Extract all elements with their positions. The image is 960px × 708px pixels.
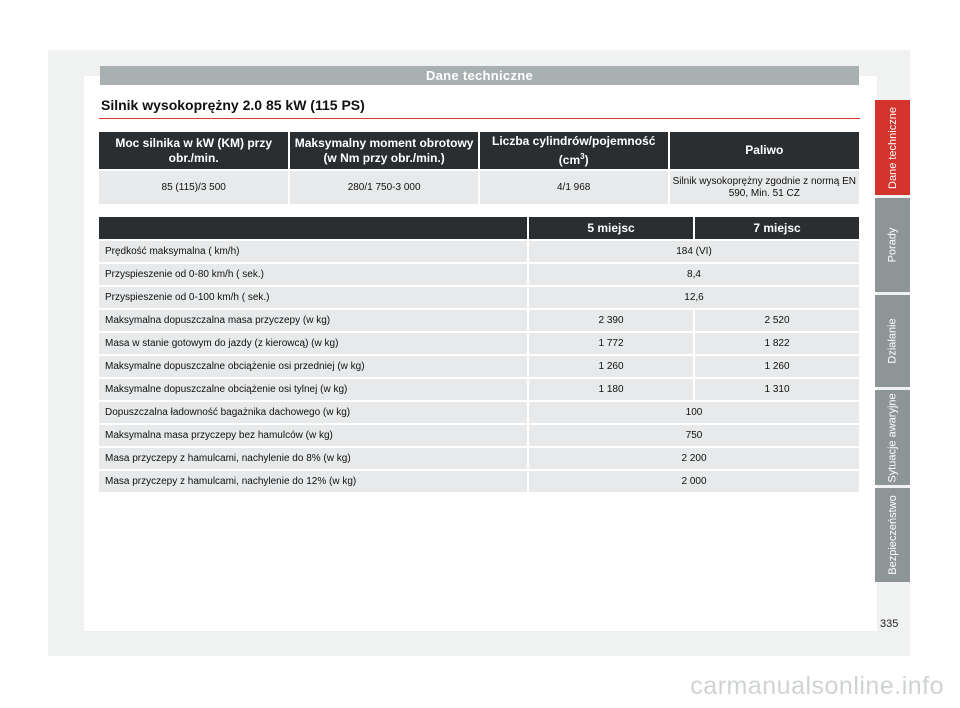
page-title: Silnik wysokoprężny 2.0 85 kW (115 PS) bbox=[101, 97, 365, 113]
row-value-7-seats: 1 260 bbox=[695, 356, 859, 377]
row-value-5-seats: 1 180 bbox=[529, 379, 693, 400]
performance-table bbox=[97, 215, 861, 494]
row-label: Dopuszczalna ładowność bagażnika dachowego (w kg) bbox=[99, 402, 527, 423]
row-label: Prędkość maksymalna ( km/h) bbox=[99, 241, 527, 262]
row-value-5-seats: 1 260 bbox=[529, 356, 693, 377]
header-cylinders bbox=[480, 132, 668, 169]
side-tab-label: Sytuacje awaryjne bbox=[886, 392, 899, 483]
row-label: Przyspieszenie od 0-100 km/h ( sek.) bbox=[99, 287, 527, 308]
header-torque: Maksymalny moment obrotowy (w Nm przy obr./min.) bbox=[290, 132, 477, 169]
row-value-shared: 8,4 bbox=[529, 264, 859, 285]
header-cylinders-unit: (cm bbox=[558, 152, 581, 167]
performance-row bbox=[99, 425, 859, 446]
row-value-7-seats: 1 822 bbox=[695, 333, 859, 354]
row-value-7-seats: 2 520 bbox=[695, 310, 859, 331]
performance-row bbox=[99, 471, 859, 492]
header-power: Moc silnika w kW (KM) przy obr./min. bbox=[99, 132, 288, 169]
side-tab-label: Porady bbox=[886, 227, 899, 263]
side-tab-porady[interactable] bbox=[875, 198, 910, 292]
row-label: Maksymalne dopuszczalne obciążenie osi przedniej (w kg) bbox=[99, 356, 527, 377]
page-number: 335 bbox=[880, 618, 899, 630]
engine-header-row bbox=[99, 132, 859, 169]
row-value-shared: 2 000 bbox=[529, 471, 859, 492]
header-empty bbox=[99, 217, 527, 239]
row-label: Masa w stanie gotowym do jazdy (z kierowcą) (w kg) bbox=[99, 333, 527, 354]
row-label: Przyspieszenie od 0-80 km/h ( sek.) bbox=[99, 264, 527, 285]
header-cylinders-sup: 3 bbox=[580, 151, 585, 161]
performance-header-row bbox=[99, 217, 859, 239]
header-fuel: Paliwo bbox=[670, 132, 859, 169]
header-cylinders-close: ) bbox=[584, 152, 589, 167]
side-tab-sytuacje-awaryjne[interactable] bbox=[875, 390, 910, 485]
side-tab-label: Działanie bbox=[886, 318, 899, 364]
row-value-shared: 100 bbox=[529, 402, 859, 423]
side-tab-bezpieczenstwo[interactable] bbox=[875, 488, 910, 582]
row-label: Maksymalne dopuszczalne obciążenie osi tylnej (w kg) bbox=[99, 379, 527, 400]
side-tab-dzialanie[interactable] bbox=[875, 295, 910, 387]
row-label: Maksymalna dopuszczalna masa przyczepy (w kg) bbox=[99, 310, 527, 331]
engine-data-row bbox=[99, 171, 859, 204]
performance-row bbox=[99, 241, 859, 262]
row-value-shared: 750 bbox=[529, 425, 859, 446]
row-value-shared: 184 (VI) bbox=[529, 241, 859, 262]
header-5-seats: 5 miejsc bbox=[529, 217, 693, 239]
cell-fuel: Silnik wysokoprężny zgodnie z normą EN 590, Min. 51 CZ bbox=[670, 171, 859, 204]
performance-row bbox=[99, 379, 859, 400]
row-value-shared: 12,6 bbox=[529, 287, 859, 308]
row-label: Maksymalna masa przyczepy bez hamulców (w kg) bbox=[99, 425, 527, 446]
section-header-bar: Dane techniczne bbox=[100, 66, 859, 85]
cell-torque: 280/1 750-3 000 bbox=[290, 171, 477, 204]
row-label: Masa przyczepy z hamulcami, nachylenie do 12% (w kg) bbox=[99, 471, 527, 492]
side-tab-dane-techniczne[interactable] bbox=[875, 100, 910, 195]
performance-row bbox=[99, 333, 859, 354]
watermark: carmanualsonline.info bbox=[690, 672, 944, 700]
header-7-seats: 7 miejsc bbox=[695, 217, 859, 239]
performance-row bbox=[99, 448, 859, 469]
header-cylinders-main: Liczba cylindrów/pojemność bbox=[492, 133, 656, 148]
performance-row bbox=[99, 356, 859, 377]
row-value-5-seats: 2 390 bbox=[529, 310, 693, 331]
row-value-shared: 2 200 bbox=[529, 448, 859, 469]
performance-row bbox=[99, 402, 859, 423]
cell-power: 85 (115)/3 500 bbox=[99, 171, 288, 204]
row-value-5-seats: 1 772 bbox=[529, 333, 693, 354]
performance-row bbox=[99, 310, 859, 331]
title-divider bbox=[99, 118, 860, 119]
performance-row bbox=[99, 287, 859, 308]
side-tab-label: Dane techniczne bbox=[886, 106, 899, 189]
cell-cylinders: 4/1 968 bbox=[480, 171, 668, 204]
performance-row bbox=[99, 264, 859, 285]
engine-spec-table bbox=[97, 130, 861, 206]
side-tab-label: Bezpieczeństwo bbox=[886, 495, 899, 575]
row-label: Masa przyczepy z hamulcami, nachylenie do 8% (w kg) bbox=[99, 448, 527, 469]
row-value-7-seats: 1 310 bbox=[695, 379, 859, 400]
